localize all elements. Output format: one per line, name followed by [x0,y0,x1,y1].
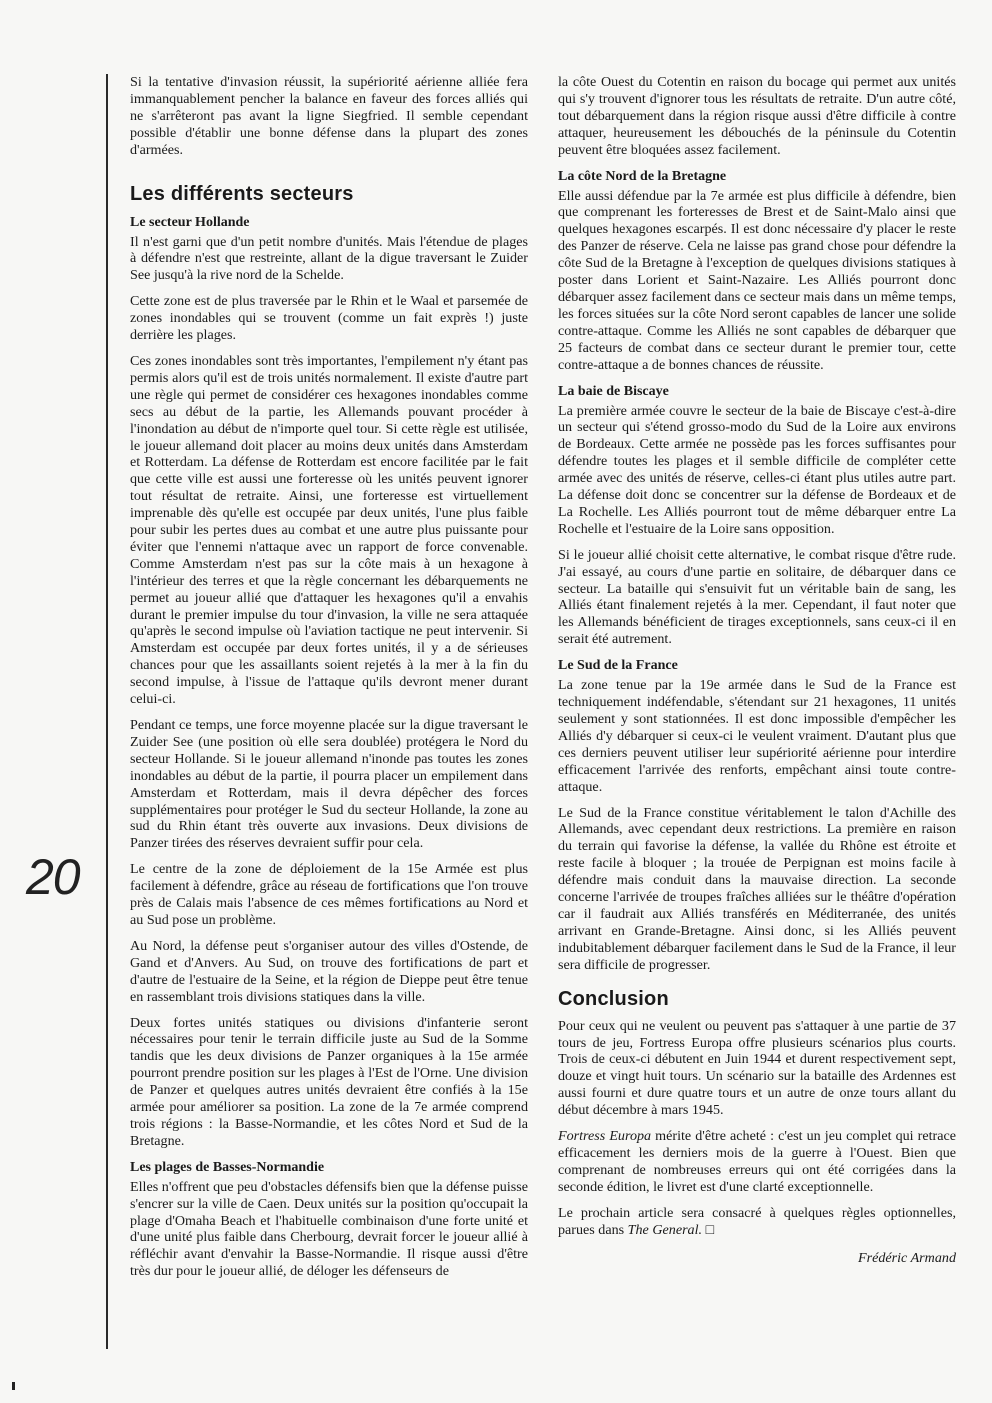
paragraph: Le Sud de la France constitue véritablement le talon d'Achille des Allemands, avec cependant deux restrictions. La première en raison du terrain qui favorise la défense, la vallée du Rhône est étroite et reste facile à bloquer ; la trouée de Perpignan est moins facile à défendre mais conduit dans la mauvaise direction. La seconde concerne l'arrivée de troupes fraîches alliées sur le théâtre d'opération car il faudrait aux Alliés transférés en Méditerranée, des unités arrivant en Grande-Bretagne. Ainsi donc, si les Alliés peuvent indubitablement débarquer facilement dans le Sud de la France, il leur sera difficile de progresser. [558,804,956,973]
subheading-hollande: Le secteur Hollande [130,214,250,230]
paragraph-text: mérite d'être acheté : c'est un jeu complet qui retrace efficacement les derniers mois de la guerre à l'Ouest. Bien que comprenant de nombreuses erreurs qui ont été corrigées dans la seconde édition, le livret est d'une clarté exceptionnelle. [558,1128,956,1195]
paragraph: La zone tenue par la 19e armée dans le Sud de la France est techniquement indéfendable, s'étendant sur 21 hexagones, 11 unités seulement y sont stationnées. Il est donc impossible d'empêcher les Alliés d'y débarquer si ceux-ci le veulent vraiment. D'autant plus que ces derniers peuvent utiliser leur supériorité aérienne pour interdire efficacement l'arrivée des renforts, empêchant ainsi toute contre-attaque. [558,677,956,795]
section-heading-conclusion: Conclusion [558,987,669,1010]
continuation-paragraph: la côte Ouest du Cotentin en raison du bocage qui permet aux unités qui s'y trouvent d'ignorer tous les résultats de retraite. D'un autre côté, tout débarquement dans la région risque aussi d'être difficile à contre attaquer, heureusement les débouchés de la péninsule du Cotentin peuvent être bloquées assez facilement. [558,74,956,158]
end-mark: □ [702,1221,715,1238]
paragraph [558,1205,956,1239]
paragraph: Cette zone est de plus traversée par le Rhin et le Waal et parsemée de zones inondables qui se trouvent (comme un fait exprès !) juste derrière les plages. [130,293,528,344]
author-signature: Frédéric Armand [858,1250,956,1267]
paragraph: Elles n'offrent que peu d'obstacles défensifs bien que la défense puisse s'encrer sur la ville de Caen. Deux unités sur la position qu'occupait la plage d'Omaha Beach et l'habituelle combinaison d'une forte unité et d'une unité plus faible dans Cherbourg, devrait forcer le joueur allié à réfléchir avant d'envahir la Basse-Normandie. Il risque aussi d'être très dur pour le joueur allié, de déloger les défenseurs de [130,1178,528,1280]
intro-paragraph: Si la tentative d'invasion réussit, la supériorité aérienne alliée fera immanquablement pencher la balance en faveur des forces alliés qui ne s'arrêteront pas avant la ligne Siegfried. Il semble cependant possible d'établir une bonne défense dans la plupart des zones d'armées. [130,74,528,158]
paragraph: Le centre de la zone de déploiement de la 15e Armée est plus facilement à défendre, grâce au réseau de fortifications que l'on trouve près de Calais mais l'absence de ces mêmes fortifications au Nord et au Sud pose un problème. [130,861,528,928]
scan-mark [12,1382,15,1390]
subheading-biscaye: La baie de Biscaye [558,383,669,399]
left-column [130,74,528,1289]
paragraph [558,1128,956,1196]
paragraph: Ces zones inondables sont très importantes, l'empilement n'y étant pas permis alors qu'il est de trois unités normalement. Il existe d'autre part une règle qui permet de considérer ces hexagones inondables comme secs au début de la partie, les Allemands pouvant procéder à l'inondation au début de n'importe quel tour. Si cette règle est utilisée, le joueur allemand doit placer au moins deux unités dans Amsterdam et Rotterdam. La défense de Rotterdam est encore facilitée par le fait que cette ville est aussi une forteresse où les unités peuvent ignorer tout résultat de retraite. Ainsi, une forteresse est virtuellement imprenable dès qu'elle est occupée par deux unités, l'une plus faible pour subir les pertes dues au combat et une autre plus puissante pour éviter que l'ennemi n'attaque avec un rapport de force convenable. Comme Amsterdam n'est pas sur la côte mais à un hexagone à l'intérieur des terres et que la règle concernant les débarquements ne permet au joueur allié que d'attaquer les hexagones qu'il a envahis durant le premier impulse du tour d'invasion, la ville ne sera attaquée qu'après le second impulse où l'aviation tactique ne peut intervenir. Si Amsterdam est occupée par deux fortes unités, il y a de sérieuses chances pour que les assaillants soient rejetés à la mer à la fin du second impulse, à l'issue de l'attaque qu'ils devront mener durant celui-ci. [130,352,528,708]
section-heading-secteurs: Les différents secteurs [130,182,354,205]
paragraph: Elle aussi défendue par la 7e armée est plus difficile à défendre, bien que comprenant les forteresses de Brest et de Saint-Malo ainsi que quelques hexagones escarpés. Il est donc nécessaire d'y placer le reste des Panzer de réserve. Cela ne laisse pas grand chose pour défendre la côte Sud de la Bretagne à l'exception de quelques divisions statiques à poster dans Lorient et Saint-Nazaire. Les Alliés pourront donc débarquer assez facilement dans ce secteur mais dans un même temps, les forces situées sur la côte Nord seront capables de lancer une solide contre-attaque. Comme les Alliés ne sont capables de débarquer que 25 facteurs de combat dans ce secteur durant le premier tour, cette contre-attaque a de bonnes chances de réussite. [558,187,956,373]
paragraph: La première armée couvre le secteur de la baie de Biscaye c'est-à-dire un secteur qui s'étend grosso-modo du Sud de la Loire aux environs de Bordeaux. Cette armée ne possède pas les forces suffisantes pour défendre toutes les plages et il semble difficile de compléter cette armée avec des unités de réserve, celles-ci étant plus utiles autre part. La défense doit donc se concentrer sur la défense de Bordeaux et de La Rochelle. Les Alliés pourront tout de même débarquer entre La Rochelle et l'estuaire de la Loire sans opposition. [558,402,956,537]
magazine-title: The General. [627,1221,703,1238]
paragraph: Il n'est garni que d'un petit nombre d'unités. Mais l'étendue de plages à défendre n'est que restreinte, allant de la digue traversant le Zuider See jusqu'à la rive nord de la Schelde. [130,233,528,284]
paragraph-text: Le prochain article sera consacré à quelques règles optionnelles, parues dans [558,1204,956,1238]
paragraph: Pour ceux qui ne veulent ou peuvent pas s'attaquer à une partie de 37 tours de jeu, Fortress Europa offre plusieurs scénarios plus courts. Trois de ceux-ci débutent en Juin 1944 et durent respectivement sept, douze et vingt huit tours. Un scénario sur la bataille des Ardennes est aussi fourni et dure quatre tours et un autre de onze tours allant du début décembre à mars 1945. [558,1017,956,1119]
subheading-sud-france: Le Sud de la France [558,658,678,674]
subheading-bretagne: La côte Nord de la Bretagne [558,168,727,184]
paragraph: Pendant ce temps, une force moyenne placée sur la digue traversant le Zuider See (une position où elle sera doublée) protégera le Nord du secteur Hollande. Si le joueur allemand n'inonde pas toutes les zones inondables au début de la partie, il pourra placer un empilement dans Amsterdam et Rotterdam, mais il devra dépêcher des forces supplémentaires pour protéger le Sud du secteur Hollande, la zone au sud du Rhin étant très ouverte aux invasions. Deux divisions de Panzer tirées des réserves devraient suffir pour cela. [130,717,528,852]
right-column [558,74,956,1267]
game-title: Fortress Europa [558,1128,652,1145]
paragraph: Si le joueur allié choisit cette alternative, le combat risque d'être rude. J'ai essayé, au cours d'une partie en solitaire, de débarquer dans ce secteur. La bataille qui s'ensuivit fut un véritable bain de sang, les Alliés étant finalement rejetés à la mer. Cependant, il faut noter que les Allemands bénéficient de tirages exceptionnels, sans ceux-ci il en serait été autrement. [558,546,956,648]
margin-rule [106,74,108,1349]
page-number: 20 [26,849,80,905]
paragraph: Au Nord, la défense peut s'organiser autour des villes d'Ostende, de Gand et d'Anvers. Au Sud, on trouve des fortifications de part et d'autre de l'estuaire de la Seine, et la région de Dieppe peut être tenue en rassemblant trois divisions statiques dans la ville. [130,937,528,1005]
subheading-normandie: Les plages de Basses-Normandie [130,1159,325,1175]
paragraph: Deux fortes unités statiques ou divisions d'infanterie seront nécessaires pour tenir le terrain difficile juste au Sud de la Somme tandis que les deux divisions de Panzer organiques à la 15e armée pourront prendre position sur les plages à l'Est de l'Orne. Une division de Panzer et quelques autres unités devraient être confiés à la 15e armée pour améliorer sa position. La zone de la 7e armée comprend trois régions : la Basse-Normandie, et les côtes Nord et Sud de la Bretagne. [130,1014,528,1149]
